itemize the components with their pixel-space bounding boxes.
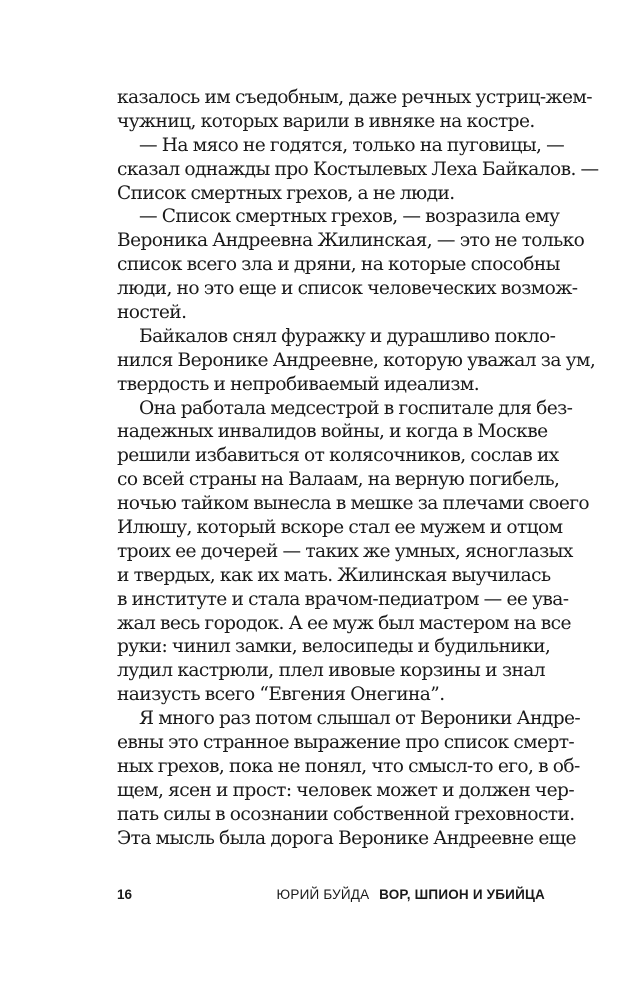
text-line: — Список смертных грехов, — возразила ему	[139, 206, 560, 228]
text-line: евны это странное выражение про список смерт-	[117, 732, 575, 754]
text-line: ностей.	[117, 302, 187, 324]
text-line: решили избавиться от колясочников, сослав их	[117, 445, 559, 467]
text-line: щем, ясен и прост: человек может и должен чер-	[117, 779, 575, 801]
text-line: ночью тайком вынесла в мешке за плечами своего	[117, 493, 590, 515]
text-line: руки: чинил замки, велосипеды и будильники,	[117, 636, 551, 658]
text-line: Вероника Андреевна Жилинская, — это не только	[117, 230, 585, 252]
text-line: со всей страны на Валаам, на верную погибель,	[117, 469, 560, 491]
page-footer	[117, 884, 545, 906]
running-head-author: ЮРИЙ БУЙДА	[276, 887, 370, 902]
text-line: троих ее дочерей — таких же умных, ясноглазых	[117, 540, 573, 562]
body-text	[117, 86, 599, 851]
text-line: и твердых, как их мать. Жилинская выучилась	[117, 564, 551, 586]
text-line: ных грехов, пока не понял, что смысл-то его, в об-	[117, 755, 580, 777]
text-line: твердость и непробиваемый идеализм.	[117, 373, 480, 395]
text-line: наизусть всего “Евгения Онегина”.	[117, 684, 445, 706]
text-line: казалось им съедобным, даже речных устриц-жем-	[117, 87, 592, 108]
running-head	[277, 884, 545, 906]
text-line: жал весь городок. А ее муж был мастером на все	[117, 612, 571, 634]
text-line: надежных инвалидов войны, и когда в Москве	[117, 421, 548, 443]
text-line: пать силы в осознании собственной греховности.	[117, 803, 575, 825]
text-line: — На мясо не годятся, только на пуговицы, —	[139, 134, 565, 156]
text-line: сказал однажды про Костылевых Леха Байкалов. —	[117, 158, 599, 180]
text-line: Байкалов снял фуражку и дурашливо покло-	[139, 325, 556, 347]
text-line: Я много раз потом слышал от Вероники Андре-	[139, 708, 581, 730]
text-line: Список смертных грехов, а не люди.	[117, 182, 455, 204]
text-line: чужниц, которых варили в ивняке на костре.	[117, 110, 535, 132]
page-number: 16	[117, 887, 133, 902]
text-line: лудил кастрюли, плел ивовые корзины и знал	[117, 660, 545, 682]
text-line: люди, но это еще и список человеческих возмож-	[117, 278, 578, 300]
text-line: Илюшу, который вскоре стал ее мужем и отцом	[117, 517, 563, 539]
running-head-title: ВОР, ШПИОН И УБИЙЦА	[379, 887, 545, 902]
text-line: в институте и стала врачом-педиатром — ее ува-	[117, 588, 569, 610]
text-line: нился Веронике Андреевне, которую уважал за ум,	[117, 349, 596, 371]
text-line: Эта мысль была дорога Веронике Андреевне еще	[117, 827, 576, 849]
text-line: список всего зла и дряни, на которые способны	[117, 254, 560, 276]
text-line: Она работала медсестрой в госпитале для без-	[139, 397, 573, 419]
